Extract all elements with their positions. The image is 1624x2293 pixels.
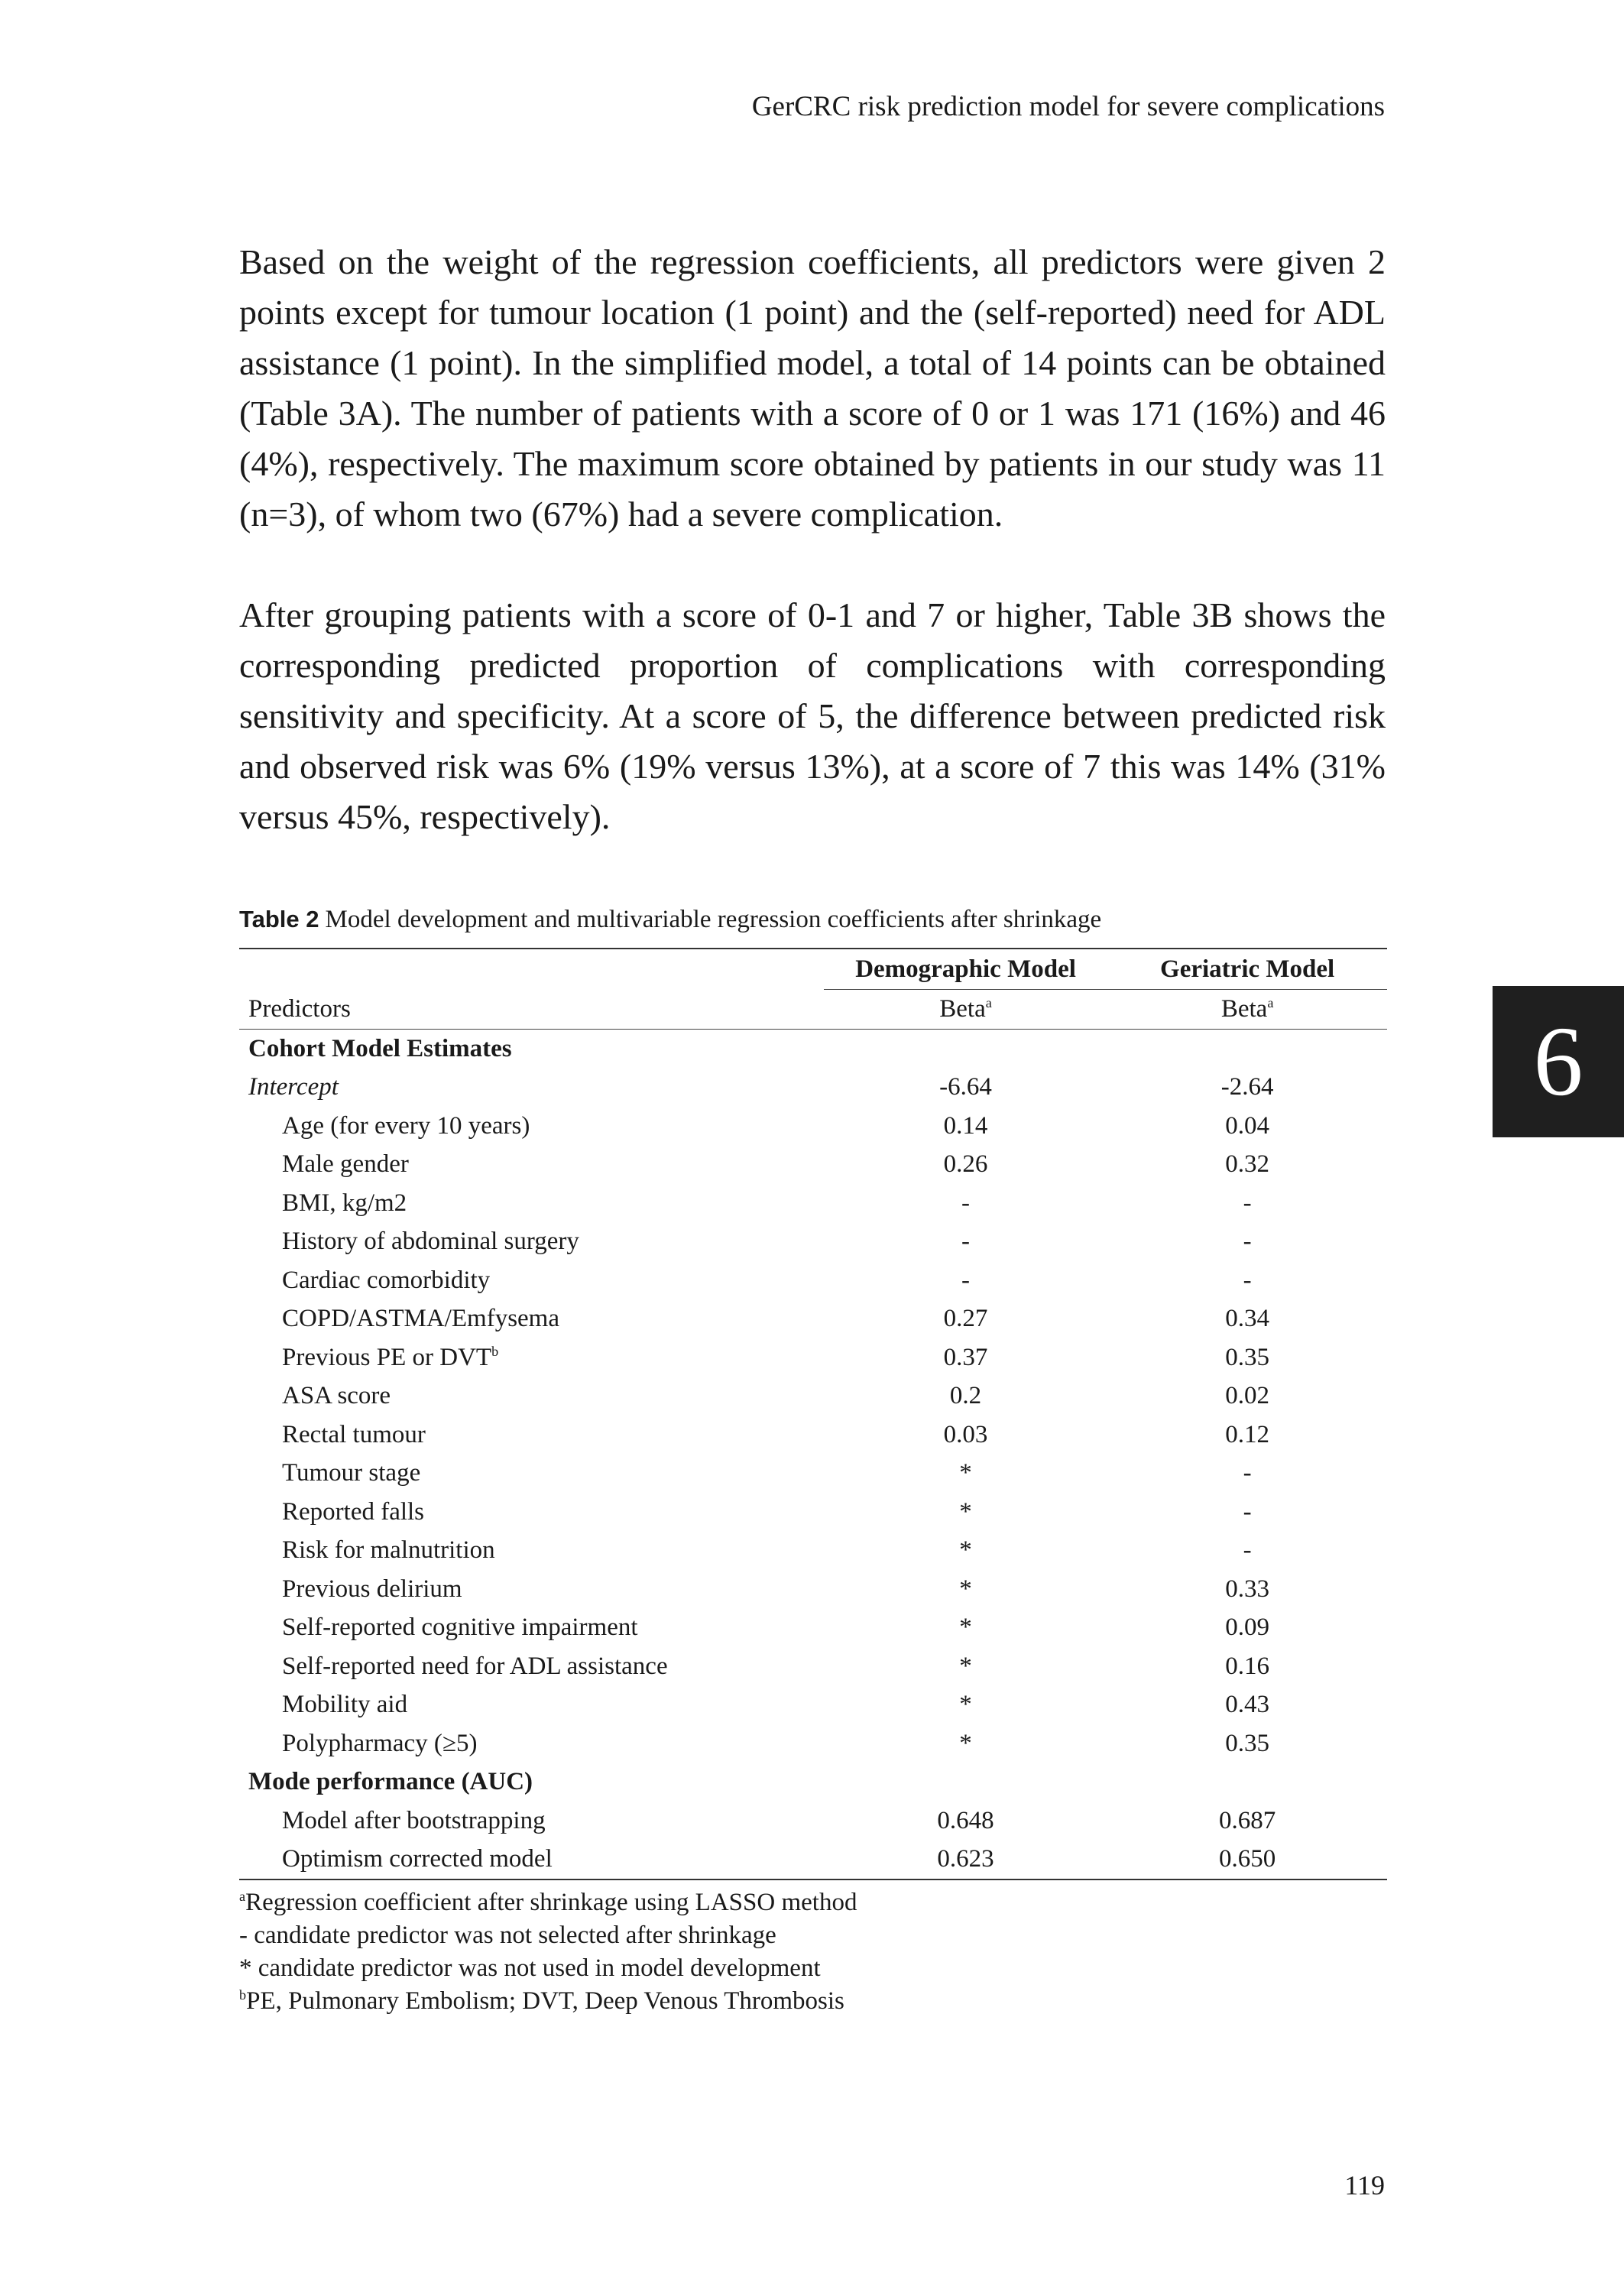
col-header-geriatric: Geriatric Model [1107,949,1387,990]
predictor-label: Reported falls [282,1497,425,1526]
table-row [239,1840,1387,1879]
geriatric-beta-cell: 0.43 [1225,1691,1269,1718]
demographic-beta-cell: 0.623 [824,1840,1107,1879]
predictor-label: Model after bootstrapping [282,1806,546,1834]
geriatric-beta-cell: 0.650 [1107,1840,1387,1879]
predictor-label: Rectal tumour [282,1420,426,1448]
predictor-label: COPD/ASTMA/Emfysema [282,1305,559,1332]
geriatric-beta-cell: - [1243,1459,1252,1487]
geriatric-beta-cell: 0.34 [1225,1305,1269,1332]
geriatric-beta-cell: 0.16 [1225,1652,1269,1680]
predictor-label: Cardiac comorbidity [282,1266,491,1294]
predictor-label: Age (for every 10 years) [282,1111,530,1140]
section-row-cohort [239,1029,1387,1068]
table-row [239,1107,1387,1146]
geriatric-beta-cell: - [1243,1266,1252,1294]
page-number: 119 [1344,2170,1385,2201]
predictor-label: Tumour stage [282,1459,421,1487]
table-row [239,1531,1387,1570]
table-row [239,1145,1387,1184]
predictor-label: Intercept [248,1073,339,1101]
geriatric-beta-cell: 0.12 [1225,1420,1269,1448]
demographic-beta-cell: * [959,1614,972,1641]
table-header-row [239,949,1387,990]
table-row [239,1454,1387,1493]
demographic-beta-cell: - [961,1189,971,1217]
predictor-label: ASA score [282,1382,391,1409]
table-row [239,1299,1387,1338]
predictor-label: Male gender [282,1150,409,1178]
footnote: * candidate predictor was not used in model development [239,1954,821,1982]
demographic-beta-cell: * [959,1691,972,1718]
col-header-demographic: Demographic Model [824,949,1107,990]
predictor-label: BMI, kg/m2 [282,1189,407,1217]
demographic-beta-cell: 0.03 [943,1420,988,1448]
demographic-beta-cell: 0.14 [943,1111,988,1140]
geriatric-beta-cell: 0.35 [1225,1343,1269,1371]
predictor-label: Mobility aid [282,1691,408,1718]
table-row [239,1068,1387,1107]
predictor-label: Risk for malnutrition [282,1536,495,1564]
demographic-beta-cell: * [959,1459,972,1487]
section-row-performance [239,1763,1387,1802]
section-label: Cohort Model Estimates [248,1034,512,1062]
table-subheader-row [239,990,1387,1030]
table-row [239,1570,1387,1609]
predictor-label: History of abdominal surgery [282,1228,579,1255]
demographic-beta-cell: 0.26 [943,1150,988,1178]
geriatric-beta-cell: 0.04 [1225,1111,1269,1140]
demographic-beta-cell: - [961,1228,971,1255]
table-row [239,1184,1387,1223]
footnote: $^b$PE, Pulmonary Embolism; DVT, Deep Venous Thrombosis [239,1987,844,2015]
table-row [239,1647,1387,1686]
table-caption-text: Model development and multivariable regression coefficients after shrinkage [325,906,1102,933]
body-paragraph-1: Based on the weight of the regression coefficients, all predictors were given 2 points except for tumour location (1 point) and the (self-reported) need for ADL assistance (1 point). In the simplified model, a total of 14 points can be obtained (Table 3A). The number of patients with a score of 0 or 1 was 171 (16%) and 46 (4%), respectively. The maximum score obtained by patients in our study was 11 (n=3), of whom two (67%) had a severe complication. [239,242,1386,534]
demographic-beta-cell: * [959,1497,972,1526]
predictor-label: Self-reported need for ADL assistance [282,1652,668,1680]
predictor-label: Self-reported cognitive impairment [282,1614,638,1641]
section-label: Mode performance (AUC) [248,1768,533,1795]
running-header: GerCRC risk prediction model for severe complications [751,91,1385,122]
table-caption [239,906,1101,934]
geriatric-beta-cell: - [1243,1228,1252,1255]
table-row [239,1338,1387,1377]
demographic-beta-cell: 0.27 [943,1305,988,1332]
table-row [239,1608,1387,1647]
demographic-beta-cell: 0.648 [937,1806,994,1834]
geriatric-beta-cell: - [1243,1497,1252,1526]
table-caption-label: Table 2 [239,906,319,932]
demographic-beta-cell: * [959,1652,972,1680]
predictor-label: Optimism corrected model [239,1840,824,1879]
demographic-beta-cell: * [959,1729,972,1757]
chapter-tab: 6 [1493,986,1624,1137]
demographic-beta-cell: * [959,1575,972,1603]
col-header-beta-geriatric: Beta$^a$ [1107,990,1387,1030]
geriatric-beta-cell: -2.64 [1220,1073,1274,1101]
table-row [239,1724,1387,1763]
geriatric-beta-cell: - [1243,1189,1252,1217]
geriatric-beta-cell: 0.35 [1225,1729,1269,1757]
predictor-label: Polypharmacy (≥5) [282,1729,478,1757]
col-header-predictors: Predictors [239,990,824,1030]
demographic-beta-cell: -6.64 [939,1073,992,1101]
table-row [239,1261,1387,1300]
table-row [239,1685,1387,1724]
geriatric-beta-cell: 0.09 [1225,1614,1269,1641]
table-row [239,1802,1387,1841]
table-footnotes [239,1886,857,2018]
table-row [239,1377,1387,1416]
table-row [239,1416,1387,1455]
demographic-beta-cell: 0.2 [949,1382,982,1409]
demographic-beta-cell: - [961,1266,971,1294]
col-header-beta-demographic: Beta$^a$ [824,990,1107,1030]
table-row [239,1222,1387,1261]
geriatric-beta-cell: - [1243,1536,1252,1564]
geriatric-beta-cell: 0.687 [1219,1806,1276,1834]
footnote: $^a$Regression coefficient after shrinkage using LASSO method [239,1889,857,1916]
demographic-beta-cell: * [959,1536,972,1564]
table-row [239,1493,1387,1532]
footnote: - candidate predictor was not selected after shrinkage [239,1922,776,1949]
geriatric-beta-cell: 0.02 [1225,1382,1269,1409]
geriatric-beta-cell: 0.32 [1225,1150,1269,1178]
body-paragraph-2: After grouping patients with a score of 0-1 and 7 or higher, Table 3B shows the corresponding predicted proportion of complications with corresponding sensitivity and specificity. At a score of 5, the difference between predicted risk and observed risk was 6% (19% versus 13%), at a score of 7 this was 14% (31% versus 45%, respectively). [239,595,1386,836]
demographic-beta-cell: 0.37 [943,1343,988,1371]
geriatric-beta-cell: 0.33 [1225,1575,1269,1603]
regression-table [239,948,1387,1880]
predictor-label: Previous PE or DVT$^b$ [282,1343,499,1371]
predictor-label: Previous delirium [282,1575,462,1603]
